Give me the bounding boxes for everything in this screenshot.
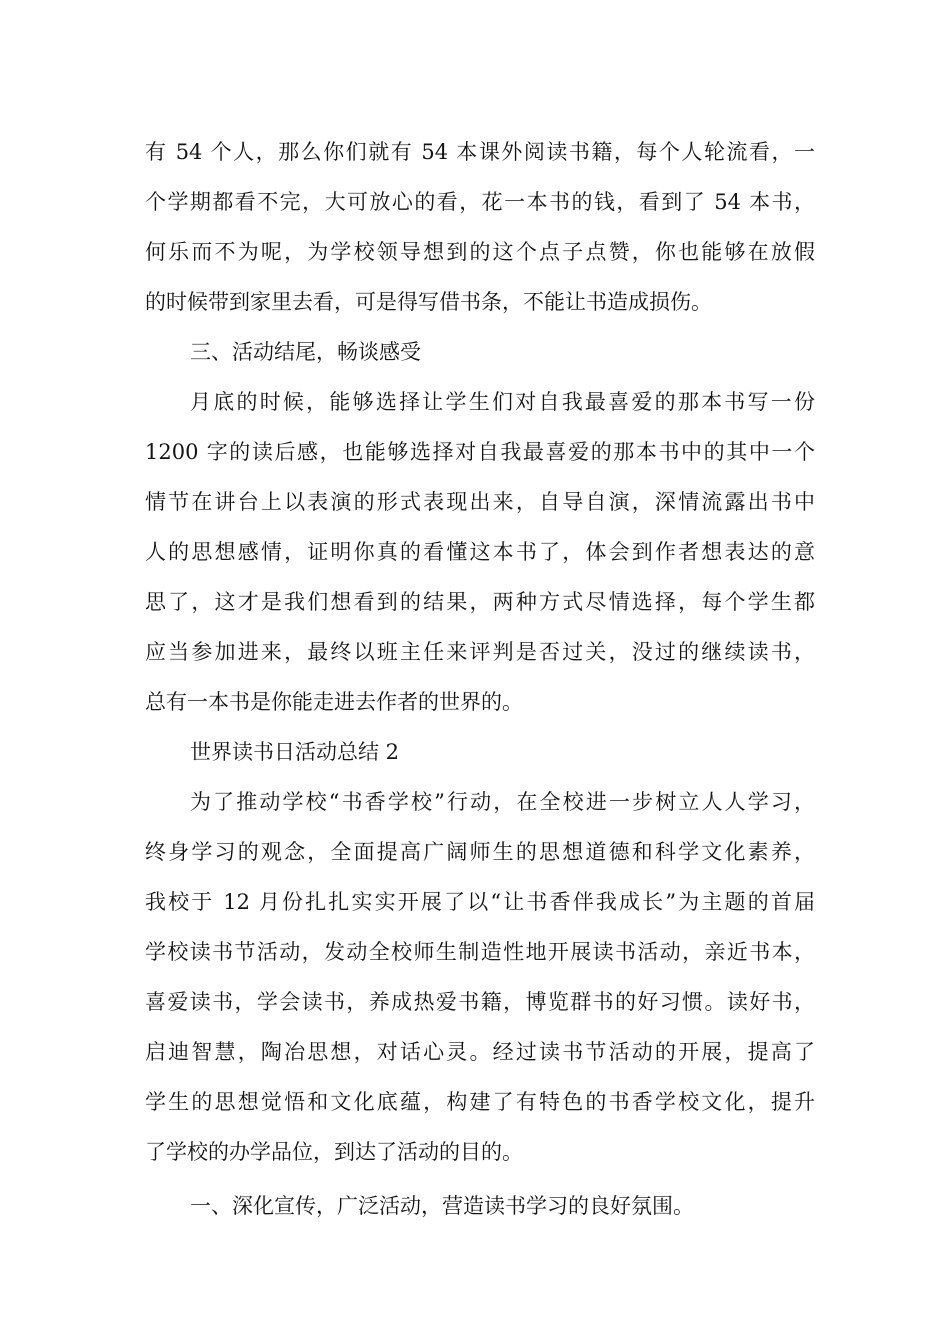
document-body [145, 127, 815, 1231]
text-line: 了学校的办学品位，到达了活动的目的。 [145, 1140, 523, 1164]
text-line: 1200 字的读后感，也能够选择对自我最喜爱的那本书中的其中一个 [145, 440, 815, 464]
text-line: 情节在讲台上以表演的形式表现出来，自导自演，深情流露出书中 [145, 490, 815, 514]
text-line: 终身学习的观念，全面提高广阔师生的思想道德和科学文化素养， [145, 840, 815, 864]
text-line: 学生的思想觉悟和文化底蕴，构建了有特色的书香学校文化，提升 [145, 1090, 815, 1114]
text-line: 应当参加进来，最终以班主任来评判是否过关，没过的继续读书， [145, 640, 815, 664]
text-line: 思了，这才是我们想看到的结果，两种方式尽情选择，每个学生都 [145, 590, 815, 614]
text-line: 人的思想感情，证明你真的看懂这本书了，体会到作者想表达的意 [145, 540, 815, 564]
text-line: 的时候带到家里去看，可是得写借书条，不能让书造成损伤。 [145, 290, 712, 314]
text-line: 个学期都看不完，大可放心的看，花一本书的钱，看到了 54 本书， [145, 190, 815, 214]
text-line: 有 54 个人，那么你们就有 54 本课外阅读书籍，每个人轮流看，一 [145, 140, 815, 164]
text-line: 喜爱读书，学会读书，养成热爱书籍，博览群书的好习惯。读好书， [145, 990, 815, 1014]
text-line: 学校读书节活动，发动全校师生制造性地开展读书活动，亲近书本， [145, 940, 815, 964]
section-heading: 三、活动结尾，畅谈感受 [190, 340, 421, 364]
text-line: 总有一本书是你能走进去作者的世界的。 [145, 690, 523, 714]
article-title: 世界读书日活动总结 2 [190, 740, 400, 764]
text-line: 启迪智慧，陶冶思想，对话心灵。经过读书节活动的开展，提高了 [145, 1040, 815, 1064]
text-line: 我校于 12 月份扎扎实实开展了以“让书香伴我成长”为主题的首届 [145, 890, 815, 914]
text-line: 何乐而不为呢，为学校领导想到的这个点子点赞，你也能够在放假 [145, 240, 815, 264]
text-line: 月底的时候，能够选择让学生们对自我最喜爱的那本书写一份 [190, 390, 815, 414]
text-line: 为了推动学校“书香学校”行动，在全校进一步树立人人学习， [190, 790, 815, 814]
section-heading: 一、深化宣传，广泛活动，营造读书学习的良好氛围。 [190, 1194, 694, 1218]
